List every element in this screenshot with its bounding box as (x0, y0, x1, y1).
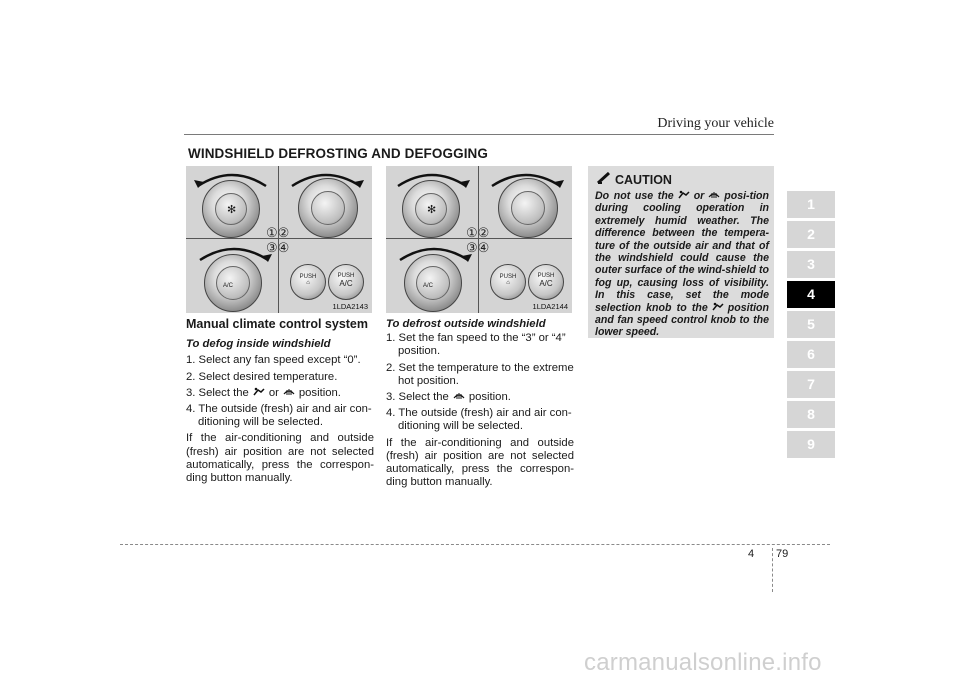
defrost-mode-icon (283, 387, 295, 397)
recirculation-button: PUSH ⌂ (490, 264, 526, 300)
procedure-heading: To defog inside windshield (186, 338, 331, 351)
callout-markers: ①② (466, 225, 490, 240)
chapter-tab[interactable]: 3 (787, 251, 835, 278)
list-item: 4. The outside (fresh) air and air con-ditioning will be selected. (186, 403, 372, 429)
list-item: 3. Select the position. (386, 391, 511, 404)
chapter-tab[interactable]: 5 (787, 311, 835, 338)
section-title: WINDSHIELD DEFROSTING AND DEFOGGING (188, 146, 488, 161)
footer-chapter-number: 4 (748, 548, 755, 560)
fan-icon: ✻ (427, 204, 437, 216)
chapter-tabs (787, 191, 835, 461)
figure-defog-controls (186, 166, 372, 313)
footer-rule (120, 544, 830, 545)
figure-defrost-controls (386, 166, 572, 313)
temperature-knob (498, 178, 558, 238)
fan-icon: ✻ (227, 204, 237, 216)
chapter-tab[interactable]: 9 (787, 431, 835, 458)
caution-title: CAUTION (597, 172, 672, 187)
subsection-title: Manual climate control system (186, 317, 369, 331)
footer-page-number: 79 (776, 548, 789, 560)
defrost-instructions (386, 318, 574, 489)
chapter-tab[interactable]: 8 (787, 401, 835, 428)
figure-code: 1LDA2144 (532, 302, 568, 311)
chapter-tab[interactable]: 6 (787, 341, 835, 368)
note-paragraph: If the air-conditioning and outside (fresh) air position are not selected automatically, press the correspon-ding button manually. (386, 436, 574, 489)
chapter-tab-active[interactable]: 4 (787, 281, 835, 308)
note-paragraph: If the air-conditioning and outside (fresh) air position are not selected automatically, press the correspon-ding button manually. (186, 432, 374, 485)
caution-box (588, 166, 774, 338)
header-rule (184, 134, 774, 135)
mode-selection-knob: A/C (204, 254, 262, 312)
steps-list (386, 332, 574, 433)
callout-markers: ①② (266, 225, 290, 240)
list-item: 1. Set the fan speed to the “3” or “4” position. (386, 332, 566, 358)
chapter-tab[interactable]: 7 (787, 371, 835, 398)
floor-defrost-mode-icon (253, 387, 265, 397)
callout-markers: ③④ (266, 240, 290, 255)
floor-defrost-mode-icon (678, 190, 690, 200)
floor-defrost-mode-icon (712, 302, 724, 312)
chapter-tab[interactable]: 2 (787, 221, 835, 248)
ac-button: PUSH A/C (528, 264, 564, 300)
list-item: 4. The outside (fresh) air and air con-ditioning will be selected. (386, 407, 572, 433)
running-header: Driving your vehicle (657, 116, 774, 131)
list-item: 2. Set the temperature to the extreme hot position. (386, 361, 574, 387)
steps-list (186, 354, 374, 429)
temperature-knob (298, 178, 358, 238)
caution-check-icon (597, 172, 611, 184)
defrost-mode-icon (708, 190, 720, 200)
list-item: 2. Select desired temperature. (186, 370, 338, 383)
procedure-heading: To defrost outside windshield (386, 318, 546, 330)
defrost-mode-icon (453, 391, 465, 401)
callout-markers: ③④ (466, 240, 490, 255)
fan-speed-knob (202, 180, 260, 238)
mode-selection-knob: A/C (404, 254, 462, 312)
chapter-tab[interactable]: 1 (787, 191, 835, 218)
list-item: 1. Select any fan speed except “0”. (186, 354, 361, 367)
ac-button: PUSH A/C (328, 264, 364, 300)
footer-divider (772, 548, 773, 592)
watermark: carmanualsonline.info (584, 649, 822, 676)
caution-text: Do not use the or posi-tion during cooling operation in extremely humid weather. The difference between the tempera-ture of the outside air and that of the windshield could cause the outer surface of the wind-shield to fog up, causing loss of visibility. In this case, set the mode selection knob to the position and fan speed control knob to the lower speed. (595, 190, 769, 339)
recirculation-button: PUSH ⌂ (290, 264, 326, 300)
defog-instructions (186, 318, 374, 485)
list-item: 3. Select the or position. (186, 386, 341, 399)
fan-speed-knob (402, 180, 460, 238)
figure-code: 1LDA2143 (332, 302, 368, 311)
